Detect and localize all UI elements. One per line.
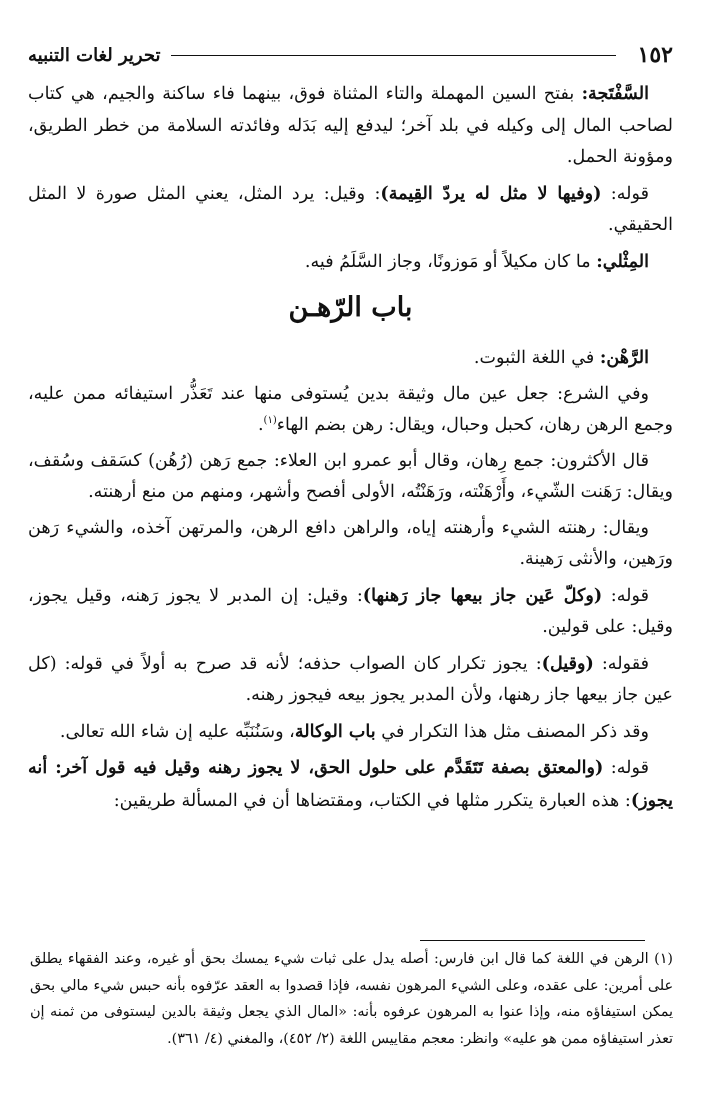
- paragraph-rahn-shar: [28, 379, 673, 442]
- qawl-prefix: قوله:: [601, 183, 649, 204]
- page-number: ١٥٢: [637, 42, 673, 68]
- quoted-text-2: (وكلّ عَين جاز بيعها جاز رَهنها): [362, 584, 603, 606]
- paragraph-qawl-mithl: [28, 178, 673, 242]
- paragraph-aktharun: [28, 446, 673, 509]
- wakala-text-b: ، وسَنُنَبِّه عليه إن شاء الله تعالى.: [59, 721, 295, 742]
- mithli-definition: ما كان مكيلاً أو مَوزونًا، وجاز السَّلَمُ فيه.: [304, 251, 597, 272]
- header-rule: [171, 55, 616, 56]
- paragraph-muataq: [28, 752, 673, 817]
- paragraph-mithli: [28, 246, 673, 279]
- term-rahn: الرَّهْن:: [599, 347, 649, 368]
- footnote-reference[interactable]: (١): [263, 415, 277, 427]
- saftaja-definition: بفتح السين المهملة والتاء المثناة فوق، بينهما فاء ساكنة والجيم، هي كتاب لصاحب المال إلى وكيله في بلد آخر؛ ليدفع إليه بَدَله وفائدته السلامة من خطر الطريق، ومؤونة الحمل.: [28, 84, 673, 167]
- main-text: [28, 78, 673, 821]
- aktharun-text: قال الأكثرون: جمع رِهان، وقال أبو عمرو ابن العلاء: جمع رَهن (رُهُن) كسَقف وسُقف، ويقال: رَهَنت الشّيء، وأَرْهَنْته، ورَهَنْتُه، الأولى أفصح وأشهر، ومنهم من منع أرهنته.: [28, 450, 673, 502]
- paragraph-rahn-lugha: [28, 342, 673, 375]
- paragraph-wakala: [28, 716, 673, 749]
- quoted-text-4: (والمعتق بصفة تَتَقَدَّم على حلول الحق، لا يجوز رهنه وقيل فيه قول آخر: أنه يجوز): [28, 757, 673, 811]
- qawl-prefix-3: قوله:: [603, 758, 649, 778]
- yuqal-text: ويقال: رهنته الشيء وأرهنته إياه، والراهن دافع الرهن، والمرتهن آخذه، والشيء رَهن ورَهين، والأنثى رَهينة.: [28, 517, 673, 569]
- footnote-divider: [420, 940, 645, 941]
- faqawluh-prefix: فقوله:: [593, 653, 650, 674]
- footnote: [30, 946, 673, 1052]
- wakala-text-a: وقد ذكر المصنف مثل هذا التكرار في: [375, 721, 649, 742]
- paragraph-yuqal: [28, 513, 673, 576]
- footnote-text: (١) الرهن في اللغة كما قال ابن فارس: أصله يدل على ثبات شيء يمسك بحق أو غيره، وعند الفقهاء يطلق على أمرين: على عقده، وعلى الشيء المرهون نفسه، فإذا قصدوا به العقد عرّفوه بأنه حبس شيء مالي بحق يمكن استيفاؤه منه، وإذا عنوا به المرهون عرفوه بأنه: «المال الذي يجعل وثيقة بالدين ليستوفى من ثمنه إن تعذر استيفاؤه ممن هو عليه» وانظر: معجم مقاييس اللغة (٢/ ٤٥٢)، والمغني (٤/ ٣٦١).: [30, 951, 673, 1047]
- paragraph-kull-ayn: [28, 580, 673, 644]
- rahn-lugha-text: في اللغة الثبوت.: [473, 348, 600, 368]
- term-saftaja: السَّفْتَجة:: [581, 83, 649, 104]
- term-mithli: المِثْلي:: [596, 250, 649, 272]
- paragraph-saftaja: [28, 78, 673, 174]
- kull-ayn-explanation: : وقيل: إن المدبر لا يجوز رَهنه، وقيل يجوز، وقيل: على قولين.: [28, 585, 673, 637]
- wakala-chapter-ref: باب الوكالة: [294, 720, 376, 742]
- faqawluh-explanation: : يجوز تكرار كان الصواب حذفه؛ لأنه قد صرح به أولاً في قوله: (كل عين جاز بيعها جاز رهنها، ولأن المدبر يجوز بيعه فيجوز رهنه.: [28, 653, 673, 705]
- qawl-explanation: : وقيل: يرد المثل، يعني المثل صورة لا المثل الحقيقي.: [28, 183, 673, 235]
- paragraph-faqawluh: [28, 648, 673, 712]
- chapter-heading: باب الرّهـن: [288, 292, 413, 323]
- qawl-prefix-2: قوله:: [602, 585, 649, 606]
- quoted-text-3: (وقيل): [541, 652, 594, 674]
- quoted-text: (وفيها لا مثل له يردّ القِيمة): [380, 182, 602, 204]
- page-header: [28, 38, 673, 72]
- rahn-shar-text: وفي الشرع: جعل عين مال وثيقة بدين يُستوفى منها عند تَعَذُّر استيفائه ممن عليه، وجمع الرهن رهان، كحبل وحبال، ويقال: رهن بضم الهاء: [28, 383, 673, 435]
- muataq-explanation: : هذه العبارة يتكرر مثلها في الكتاب، ومقتضاها أن في المسألة طريقين:: [113, 790, 631, 811]
- running-title: تحرير لغات التنبيه: [28, 44, 161, 66]
- rahn-shar-end: .: [257, 415, 264, 435]
